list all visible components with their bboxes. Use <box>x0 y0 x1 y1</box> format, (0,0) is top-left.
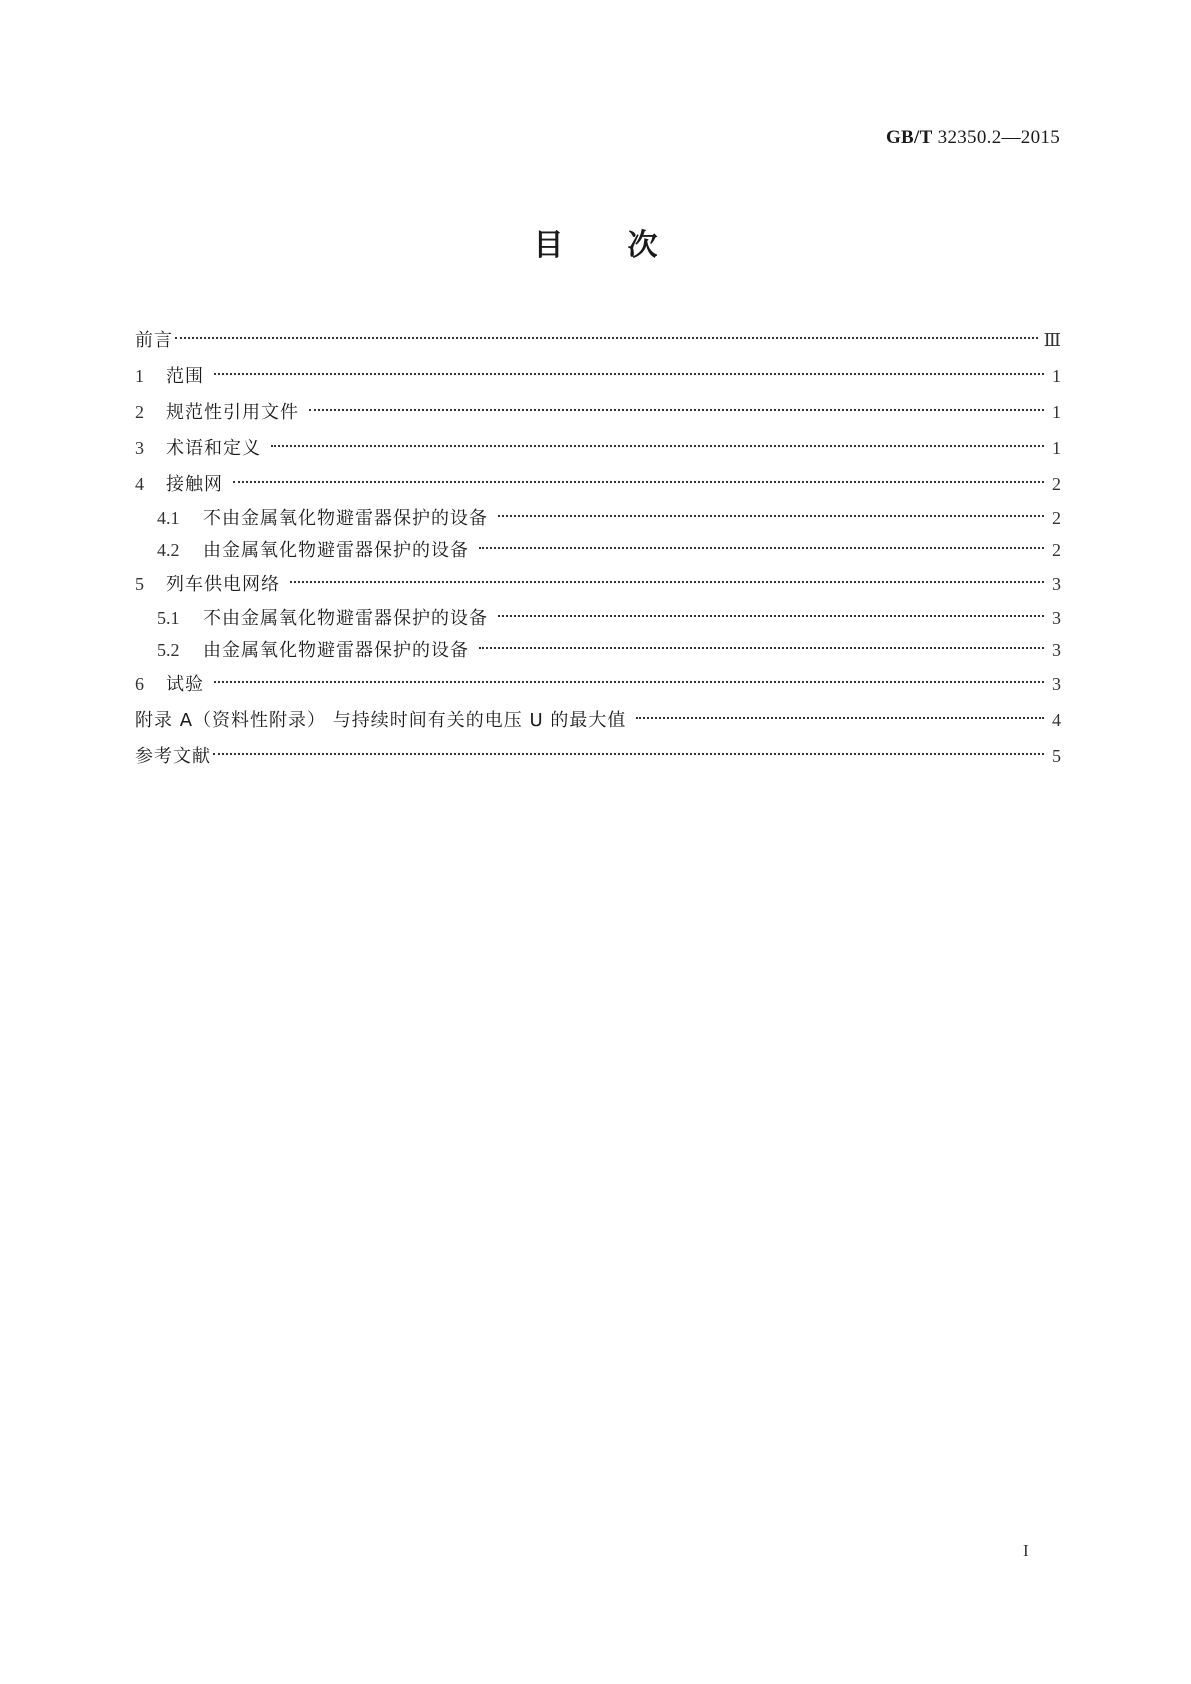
toc-entry-number: 1 <box>135 366 144 386</box>
toc-entry-page: 3 <box>1052 608 1061 628</box>
toc-entry-page: 2 <box>1052 508 1061 528</box>
table-of-contents <box>135 322 1061 774</box>
dot-leader <box>213 753 1044 755</box>
toc-entry-section-2[interactable] <box>135 394 1061 430</box>
toc-entry-number: 5.1 <box>157 608 180 628</box>
toc-entry-label: 术语和定义 <box>166 438 261 459</box>
dot-leader <box>233 481 1044 483</box>
toc-entry-section-5-2[interactable] <box>135 634 1061 666</box>
toc-entry-page: Ⅲ <box>1043 330 1061 350</box>
dot-leader <box>498 615 1044 617</box>
toc-title-char-1: 目 <box>533 228 564 263</box>
toc-entry-section-4-1[interactable] <box>135 502 1061 534</box>
toc-entry-number: 4 <box>135 474 144 494</box>
toc-entry-page: 2 <box>1052 540 1061 560</box>
toc-entry-label: 由金属氧化物避雷器保护的设备 <box>203 540 469 561</box>
toc-entry-page: 1 <box>1052 366 1061 386</box>
toc-entry-section-5-1[interactable] <box>135 602 1061 634</box>
dot-leader <box>290 581 1044 583</box>
toc-entry-section-3[interactable] <box>135 430 1061 466</box>
toc-entry-page: 3 <box>1052 640 1061 660</box>
toc-entry-appendix-a[interactable] <box>135 702 1061 738</box>
page-number: I <box>1023 1541 1029 1560</box>
dot-leader <box>479 547 1044 549</box>
toc-entry-section-1[interactable] <box>135 358 1061 394</box>
dot-leader <box>636 717 1044 719</box>
toc-entry-references[interactable] <box>135 738 1061 774</box>
standard-code <box>886 127 1060 149</box>
toc-entry-label: 附录 A（资料性附录） 与持续时间有关的电压 U 的最大值 <box>135 710 627 731</box>
toc-entry-page: 3 <box>1052 574 1061 594</box>
toc-entry-number: 4.1 <box>157 508 180 528</box>
toc-entry-label: 由金属氧化物避雷器保护的设备 <box>203 640 469 661</box>
standard-number: 32350.2—2015 <box>937 127 1060 148</box>
dot-leader <box>214 373 1044 375</box>
toc-entry-page: 4 <box>1052 710 1061 730</box>
toc-entry-label: 不由金属氧化物避雷器保护的设备 <box>203 608 488 629</box>
toc-title-char-2: 次 <box>627 228 658 263</box>
toc-entry-label: 范围 <box>166 366 204 387</box>
toc-entry-page: 3 <box>1052 674 1061 694</box>
toc-entry-label: 列车供电网络 <box>166 574 280 595</box>
toc-title <box>0 226 1191 266</box>
standard-prefix: GB/T <box>885 127 933 148</box>
toc-entry-section-4[interactable] <box>135 466 1061 502</box>
dot-leader <box>309 409 1044 411</box>
dot-leader <box>498 515 1044 517</box>
toc-entry-page: 5 <box>1052 746 1061 766</box>
toc-entry-section-4-2[interactable] <box>135 534 1061 566</box>
toc-entry-page: 2 <box>1052 474 1061 494</box>
dot-leader <box>479 647 1044 649</box>
toc-entry-label: 参考文献 <box>135 746 211 767</box>
toc-entry-number: 3 <box>135 438 144 458</box>
toc-entry-number: 6 <box>135 674 144 694</box>
dot-leader <box>214 681 1044 683</box>
toc-entry-label: 不由金属氧化物避雷器保护的设备 <box>203 508 488 529</box>
dot-leader <box>271 445 1044 447</box>
toc-entry-page: 1 <box>1052 402 1061 422</box>
toc-entry-number: 5 <box>135 574 144 594</box>
toc-entry-section-6[interactable] <box>135 666 1061 702</box>
toc-entry-page: 1 <box>1052 438 1061 458</box>
toc-entry-section-5[interactable] <box>135 566 1061 602</box>
toc-entry-label: 接触网 <box>166 474 223 495</box>
toc-entry-preface[interactable] <box>135 322 1061 358</box>
toc-entry-number: 4.2 <box>157 540 180 560</box>
toc-entry-number: 5.2 <box>157 640 180 660</box>
toc-entry-number: 2 <box>135 402 144 422</box>
dot-leader <box>175 337 1038 339</box>
toc-entry-label: 规范性引用文件 <box>166 402 299 423</box>
toc-entry-label: 试验 <box>166 674 204 695</box>
toc-entry-label: 前言 <box>135 330 173 351</box>
